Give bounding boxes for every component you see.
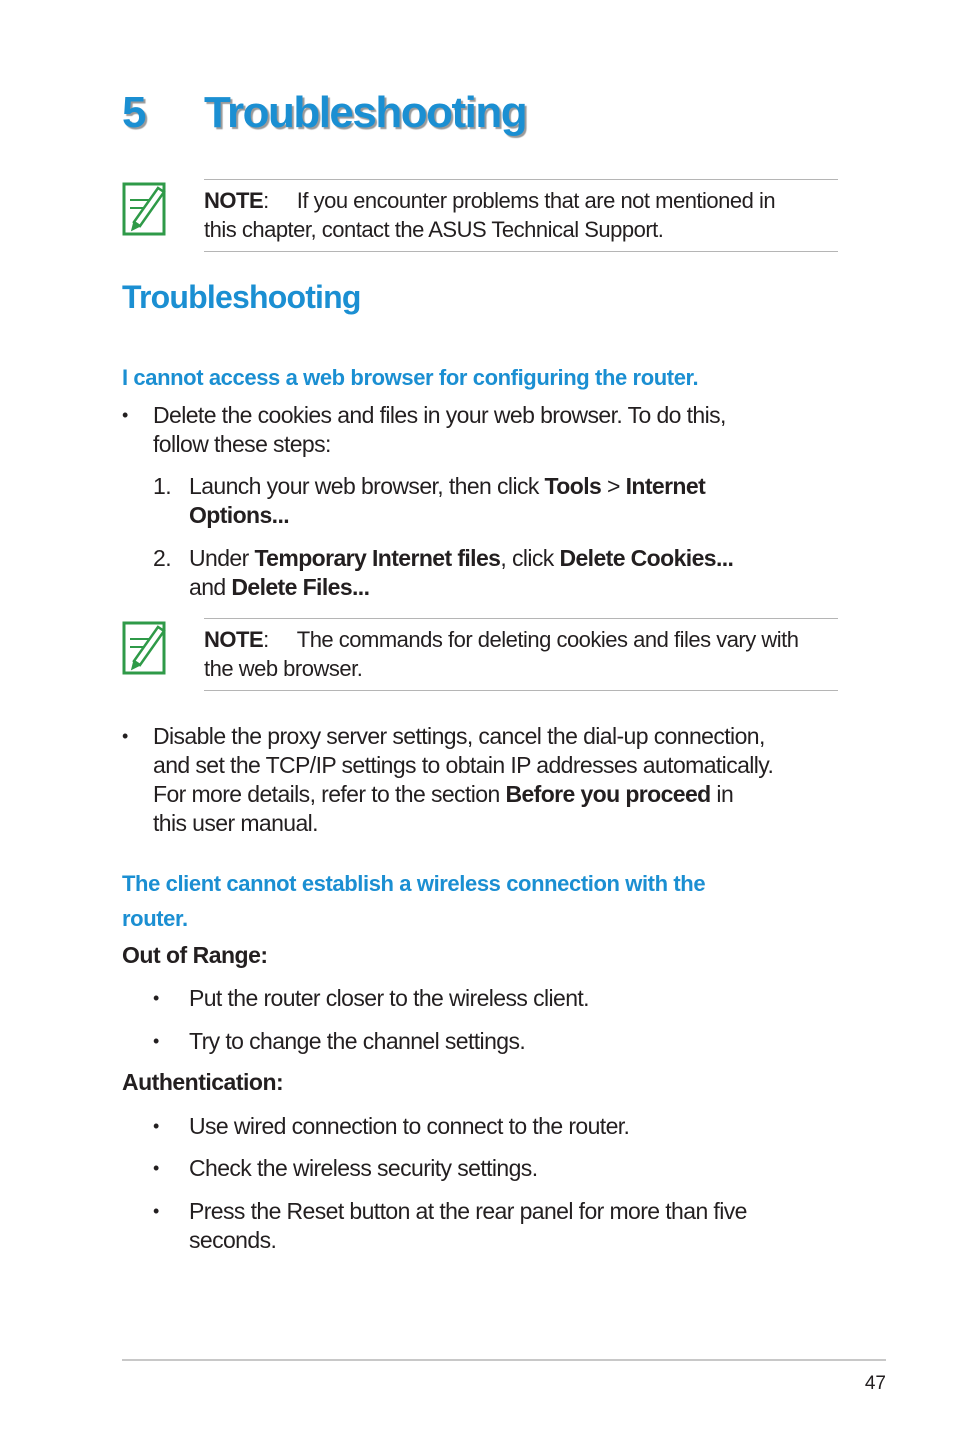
list-item — [153, 1154, 843, 1183]
list-item — [122, 722, 852, 838]
issue-heading-line2: router. — [122, 906, 188, 931]
page-number: 47 — [864, 1373, 886, 1394]
bullet-text-line2: and set the TCP/IP settings to obtain IP addresses automatically. — [153, 752, 774, 778]
step-text: Launch your web browser, then click — [189, 473, 545, 499]
list-item — [153, 1197, 843, 1255]
issue-heading-line1: The client cannot establish a wireless connection with the — [122, 871, 706, 896]
chapter-title — [122, 88, 526, 138]
bullet-marker: • — [122, 726, 128, 746]
menu-tools: Tools — [544, 473, 602, 499]
step-text: , click — [500, 545, 560, 571]
bullet-text-line2: follow these steps: — [153, 431, 331, 457]
footer-divider — [122, 1359, 886, 1361]
chapter-title-text: Troubleshooting — [204, 88, 527, 137]
list-item-text-line1: Press the Reset button at the rear panel for more than five — [189, 1198, 747, 1224]
menu-internet: Internet — [625, 473, 706, 499]
note-text-line1: If you encounter problems that are not mentioned in — [296, 188, 776, 213]
note-box: NOTE: If you encounter problems that are not mentioned in this chapter, contact the ASUS Technical Support. — [204, 179, 838, 252]
list-item-text: Put the router closer to the wireless client. — [189, 985, 589, 1011]
step-item — [153, 472, 813, 530]
list-item-text: Use wired connection to connect to the router. — [189, 1113, 630, 1139]
menu-separator: > — [601, 473, 626, 499]
note-pencil-icon — [122, 178, 168, 236]
bullet-marker: • — [153, 1031, 159, 1051]
note-label: NOTE — [204, 188, 264, 213]
note-text-line1: The commands for deleting cookies and files vary with — [296, 627, 799, 652]
bullet-marker: • — [122, 405, 128, 425]
delete-cookies-label: Delete Cookies... — [559, 545, 734, 571]
list-item — [153, 1112, 843, 1141]
bullet-marker: • — [153, 1116, 159, 1136]
menu-options: Options... — [189, 502, 290, 528]
bullet-text-line4: this user manual. — [153, 810, 318, 836]
section-title: Troubleshooting — [122, 279, 361, 315]
step-text: Under — [189, 545, 255, 571]
bullet-text: in — [710, 781, 734, 807]
temp-files-label: Temporary Internet files — [254, 545, 501, 571]
issue-heading — [122, 866, 822, 936]
bullet-text: For more details, refer to the section — [153, 781, 506, 807]
list-item-text-line2: seconds. — [189, 1227, 277, 1253]
list-item — [122, 401, 852, 459]
bullet-marker: • — [153, 1158, 159, 1178]
list-item — [153, 1027, 843, 1056]
step-number: 2. — [153, 545, 171, 571]
delete-files-label: Delete Files... — [231, 574, 370, 600]
note-text-line2: the web browser. — [204, 656, 363, 681]
chapter-number: 5 — [122, 88, 145, 137]
list-item-text: Try to change the channel settings. — [189, 1028, 526, 1054]
bullet-marker: • — [153, 988, 159, 1008]
step-number: 1. — [153, 473, 171, 499]
subheading-out-of-range: Out of Range: — [122, 942, 268, 968]
subheading-authentication: Authentication: — [122, 1069, 284, 1095]
note-box: NOTE: The commands for deleting cookies and files vary with the web browser. — [204, 618, 838, 691]
step-text: and — [189, 574, 232, 600]
note-pencil-icon — [122, 617, 168, 675]
bullet-text-line1: Disable the proxy server settings, cancel the dial-up connection, — [153, 723, 765, 749]
note-text-line2: this chapter, contact the ASUS Technical Support. — [204, 217, 664, 242]
step-item — [153, 544, 813, 602]
bullet-text-line1: Delete the cookies and files in your web browser. To do this, — [153, 402, 726, 428]
section-reference: Before you proceed — [505, 781, 711, 807]
issue-heading: I cannot access a web browser for configuring the router. — [122, 365, 699, 390]
bullet-marker: • — [153, 1201, 159, 1221]
note-label: NOTE — [204, 627, 264, 652]
list-item — [153, 984, 843, 1013]
list-item-text: Check the wireless security settings. — [189, 1155, 538, 1181]
